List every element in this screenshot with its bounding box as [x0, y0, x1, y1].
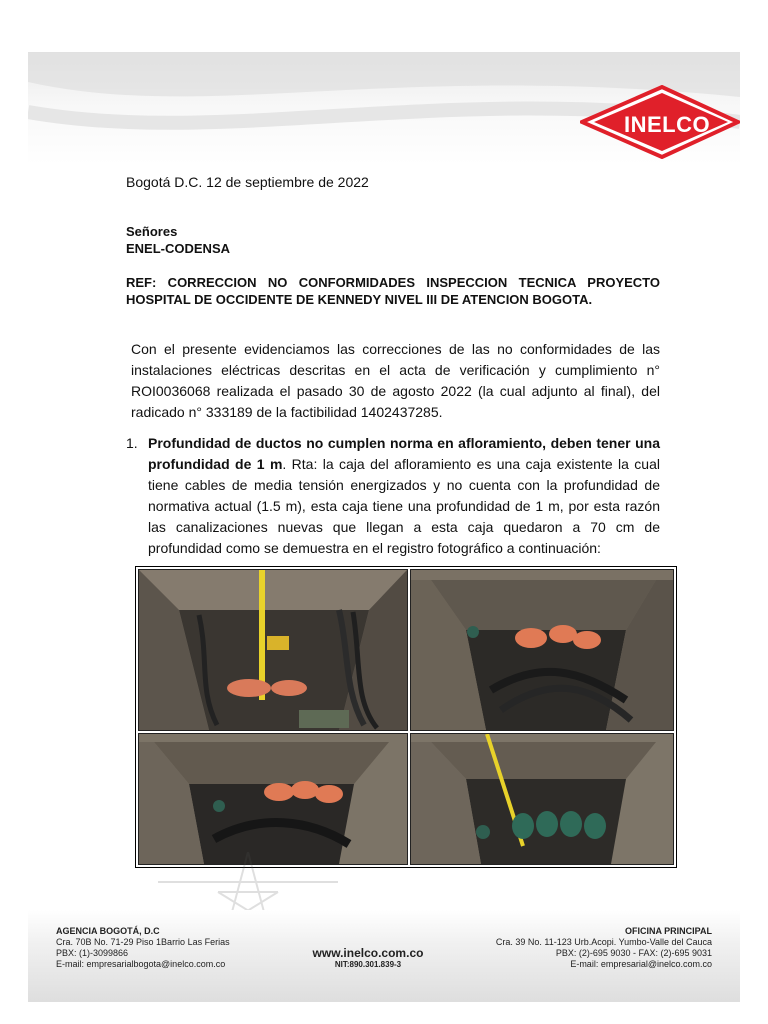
list-item-number: 1. — [126, 435, 138, 451]
footer-agency-email: E-mail: empresarialbogota@inelco.com.co — [56, 959, 226, 969]
footer-agency-address: Cra. 70B No. 71-29 Piso 1Barrio Las Ferias — [56, 937, 230, 947]
footer-office-phone: PBX: (2)-695 9030 - FAX: (2)-695 9031 — [555, 948, 712, 958]
footer-office-title: OFICINA PRINCIPAL — [625, 926, 712, 936]
reference-line: REF: CORRECCION NO CONFORMIDADES INSPECCION TECNICA PROYECTO HOSPITAL DE OCCIDENTE DE KENNEDY NIVEL III DE ATENCION BOGOTA. — [126, 275, 660, 307]
footer-office-email: E-mail: empresarial@inelco.com.co — [570, 959, 712, 969]
recipient-name: ENEL-CODENSA — [126, 241, 231, 256]
photo-grid — [135, 566, 677, 868]
footer-website-block — [308, 946, 428, 969]
footer-website[interactable]: www.inelco.com.co — [312, 946, 424, 960]
list-item-text — [148, 433, 660, 559]
logo-text: INELCO — [624, 112, 711, 137]
photo-manhole-3 — [138, 733, 408, 865]
salutation: Señores — [126, 224, 178, 239]
letter-date: Bogotá D.C. 12 de septiembre de 2022 — [126, 174, 369, 190]
photo-manhole-4 — [410, 733, 674, 865]
recipient-block — [126, 223, 230, 257]
list-item-body: . Rta: la caja del afloramiento es una caja existente la cual tiene cables de media tensión energizados y no cuenta con la profundidad de normativa actual (1.5 m), esta caja tiene una profundidad de 1 m, por esta razón las canalizaciones nuevas que llegan a esta caja quedaron a 70 cm de profundidad como se demuestra en el registro fotográfico a continuación: — [148, 456, 660, 556]
footer-agency-phone: PBX: (1)-3099866 — [56, 948, 129, 958]
footer-agency-title: AGENCIA BOGOTÁ, D.C — [56, 926, 160, 936]
footer-nit: NIT:890.301.839-3 — [334, 960, 402, 969]
footer-agency — [56, 926, 230, 970]
photo-manhole-2 — [410, 569, 674, 731]
letter-page — [28, 52, 740, 1002]
list-item-title: Profundidad de ductos no cumplen norma en afloramiento, deben tener una profundidad de 1 m — [148, 435, 660, 472]
footer-office-address: Cra. 39 No. 11-123 Urb.Acopi. Yumbo-Valle del Cauca — [495, 937, 712, 947]
photo-manhole-1 — [138, 569, 408, 731]
intro-paragraph: Con el presente evidenciamos las correcciones de las no conformidades de las instalaciones eléctricas descritas en el acta de verificación y cumplimiento n° ROI0036068 realizada el pasado 30 de agosto 2022 (la cual adjunto al final), del radicado n° 333189 de la factibilidad 1402437285. — [131, 341, 660, 420]
footer-main-office — [468, 926, 712, 970]
